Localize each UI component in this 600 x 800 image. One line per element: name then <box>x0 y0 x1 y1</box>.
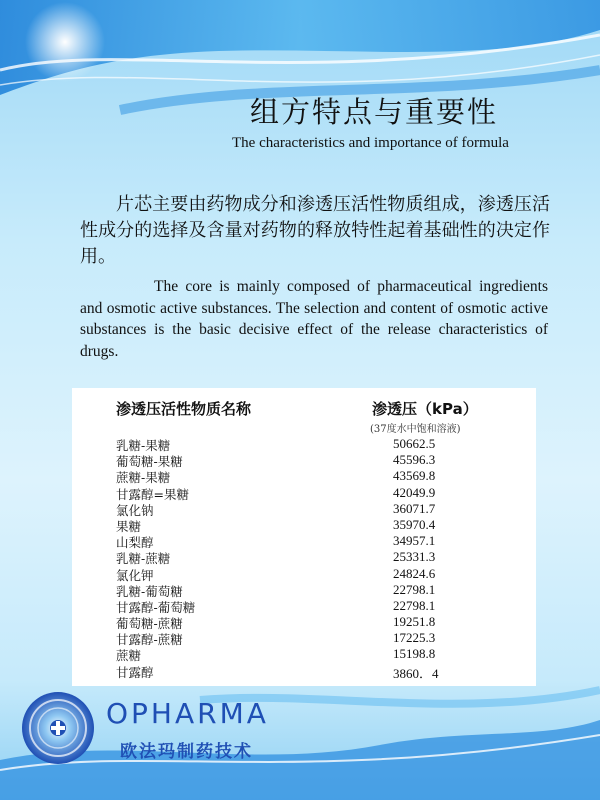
row-value: 45596.3 <box>393 452 436 468</box>
table-header-value: 渗透压（kPa） <box>372 400 478 418</box>
table-row <box>116 549 536 565</box>
intro-paragraph-zh: 片芯主要由药物成分和渗透压活性物质组成，渗透压活性成分的选择及含量对药物的释放特性起着基础性的决定作用。 <box>80 194 550 267</box>
table-row <box>116 614 536 630</box>
row-name: 甘露醇 <box>116 664 154 680</box>
table-row <box>116 582 536 598</box>
row-name: 甘露醇=果糖 <box>116 486 189 502</box>
table-row <box>116 436 536 452</box>
table-row <box>116 533 536 549</box>
table-row <box>116 566 536 582</box>
row-name: 甘露醇-蔗糖 <box>116 632 183 648</box>
table-row <box>116 452 536 468</box>
row-name: 氯化钠 <box>116 502 154 518</box>
table-header-name: 渗透压活性物质名称 <box>116 400 252 418</box>
table-row <box>116 485 536 501</box>
row-name: 果糖 <box>116 518 142 534</box>
row-name: 蔗糖 <box>116 648 142 664</box>
row-value: 19251.8 <box>393 614 436 630</box>
row-name: 蔗糖-果糖 <box>116 470 171 486</box>
row-name: 甘露醇-葡萄糖 <box>116 599 196 615</box>
row-value: 36071.7 <box>393 500 436 516</box>
page-subtitle: The characteristics and importance of formula <box>232 135 509 151</box>
table-row <box>116 663 536 679</box>
table-row <box>116 646 536 662</box>
row-value: 3860．4 <box>393 665 439 681</box>
table-body <box>116 436 536 679</box>
row-value: 15198.8 <box>393 646 436 662</box>
row-value: 43569.8 <box>393 468 436 484</box>
brand-name-en: OPHARMA <box>106 697 269 730</box>
row-value: 35970.4 <box>393 516 436 532</box>
row-value: 25331.3 <box>393 549 436 565</box>
page-title: 组方特点与重要性 <box>250 95 499 129</box>
row-value: 34957.1 <box>393 533 436 549</box>
row-name: 乳糖-果糖 <box>116 438 171 453</box>
row-value: 17225.3 <box>393 630 436 646</box>
row-value: 50662.5 <box>393 436 436 451</box>
table-row <box>116 501 536 517</box>
row-value: 22798.1 <box>393 581 436 597</box>
table-row <box>116 630 536 646</box>
table-row <box>116 517 536 533</box>
table-row <box>116 468 536 484</box>
table-row <box>116 598 536 614</box>
row-name: 乳糖-葡萄糖 <box>116 583 183 599</box>
row-value: 42049.9 <box>393 484 436 500</box>
row-value: 22798.1 <box>393 597 436 613</box>
table-header-note: (37度水中饱和溶液) <box>370 424 461 435</box>
opharma-logo-icon <box>20 690 96 766</box>
row-name: 葡萄糖-蔗糖 <box>116 616 183 632</box>
osmotic-pressure-table <box>72 388 536 686</box>
row-name: 葡萄糖-果糖 <box>116 454 183 470</box>
row-value: 24824.6 <box>393 565 436 581</box>
intro-paragraph-en: The core is mainly composed of pharmaceutical ingredients and osmotic active substances. The selection and content of osmotic active substances is the basic decisive effect of the release characteristics of drugs. <box>80 278 548 360</box>
row-name: 氯化钾 <box>116 567 154 583</box>
row-name: 山梨醇 <box>116 535 154 551</box>
row-name: 乳糖-蔗糖 <box>116 551 171 567</box>
brand-name-zh: 欧法玛制药技术 <box>120 742 253 762</box>
